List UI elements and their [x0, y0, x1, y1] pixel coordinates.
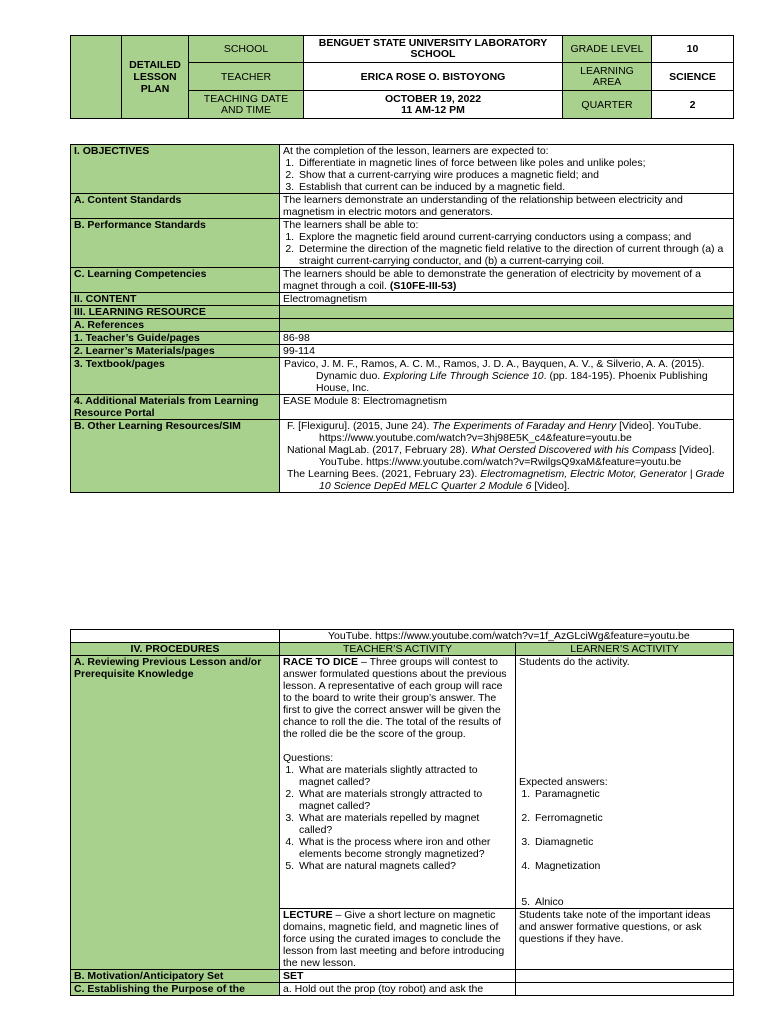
quarter-label: QUARTER	[563, 91, 652, 119]
objective-item: 1. Differentiate in magnetic lines of force between like poles and unlike poles;	[297, 157, 730, 169]
reference-entry: National MagLab. (2017, February 28). What Oersted Discovered with his Compass [Video]. YouTube. https://www.youtube.com/watch?v=RwilgsQ9xaM&feature=youtu.be	[287, 444, 715, 468]
students-do-text: Students do the activity.	[519, 656, 630, 668]
learners-materials-label: 2. Learner’s Materials/pages	[71, 345, 280, 358]
content-standards-label: A. Content Standards	[71, 194, 280, 219]
teacher-activity-header: TEACHER’S ACTIVITY	[280, 643, 516, 656]
objective-item: 3. Establish that current can be induced by a magnetic field.	[297, 181, 730, 193]
reference-entry: F. [Flexiguru]. (2015, June 24). The Experiments of Faraday and Henry [Video]. YouTube. https://www.youtube.com/watch?v=3hj98E5K_c4&feature=youtu.be	[287, 420, 702, 444]
other-resources-label: B. Other Learning Resources/SIM	[71, 420, 280, 493]
textbook-title: Exploring Life Through Science 10	[383, 370, 544, 382]
textbook-label: 3. Textbook/pages	[71, 358, 280, 395]
procedures-label: IV. PROCEDURES	[71, 643, 280, 656]
additional-materials-value: EASE Module 8: Electromagnetism	[280, 395, 734, 420]
date-value: OCTOBER 19, 2022 11 AM-12 PM	[304, 91, 563, 119]
question-item: 4. What is the process where iron and other elements become strongly magnetized?	[297, 836, 512, 860]
answer-item: 2. Ferromagnetic	[533, 812, 730, 836]
learners-materials-value: 99-114	[280, 345, 734, 358]
objectives-intro: At the completion of the lesson, learners are expected to:	[283, 145, 549, 157]
set-label: SET	[280, 970, 516, 983]
teacher-label: TEACHER	[189, 63, 304, 91]
content-label: II. CONTENT	[71, 293, 280, 306]
motivation-learner-empty	[516, 970, 734, 983]
school-label: SCHOOL	[189, 36, 304, 63]
teacher-value: ERICA ROSE O. BISTOYONG	[304, 63, 563, 91]
school-value: BENGUET STATE UNIVERSITY LABORATORY SCHOOL	[304, 36, 563, 63]
grade-label: GRADE LEVEL	[563, 36, 652, 63]
references-empty	[280, 319, 734, 332]
header-green-block	[71, 36, 122, 119]
performance-intro: The learners shall be able to:	[283, 219, 419, 231]
answers-list	[519, 788, 730, 908]
objectives-label: I. OBJECTIVES	[71, 145, 280, 194]
lecture-learner-text: Students take note of the important ideas and answer formative questions, or ask questions if they have.	[516, 909, 734, 970]
performance-list	[283, 231, 730, 267]
performance-standards-cell	[280, 219, 734, 268]
learner-activity-cell	[516, 656, 734, 909]
objective-item: 2. Show that a current-carrying wire produces a magnetic field; and	[297, 169, 730, 181]
lesson-table	[70, 144, 734, 493]
motivation-label: B. Motivation/Anticipatory Set	[71, 970, 280, 983]
quarter-value: 2	[652, 91, 734, 119]
expected-answers-label: Expected answers:	[519, 776, 608, 788]
area-label: LEARNING AREA	[563, 63, 652, 91]
review-label: A. Reviewing Previous Lesson and/or Prerequisite Knowledge	[71, 656, 280, 970]
answer-item: 3. Diamagnetic	[533, 836, 730, 860]
questions-label: Questions:	[283, 752, 334, 764]
resources-label: III. LEARNING RESOURCE	[71, 306, 280, 319]
lecture-cell: LECTURE – Give a short lecture on magnetic domains, magnetic field, and magnetic lines of force using the curated images to conclude the lesson from last meeting and before introducing the new lesson.	[280, 909, 516, 970]
learner-activity-header: LEARNER’S ACTIVITY	[516, 643, 734, 656]
youtube-continuation: YouTube. https://www.youtube.com/watch?v=1f_AzGLciWg&feature=youtu.be	[280, 630, 734, 643]
competencies-text: The learners should be able to demonstrate the generation of electricity by movement of a magnet through a coil.	[283, 268, 701, 292]
teachers-guide-label: 1. Teacher’s Guide/pages	[71, 332, 280, 345]
questions-list	[283, 764, 512, 872]
reference-entry: The Learning Bees. (2021, February 23). Electromagnetism, Electric Motor, Generator | Grade 10 Science DepEd MELC Quarter 2 Module 6 [Video].	[287, 468, 725, 492]
performance-item: 1. Explore the magnetic field around current-carrying conductors using a compass; and	[297, 231, 730, 243]
question-item: 2. What are materials strongly attracted to magnet called?	[297, 788, 512, 812]
objectives-cell	[280, 145, 734, 194]
competency-code: (S10FE-III-53)	[389, 280, 457, 292]
youtube-cont-empty	[71, 630, 280, 643]
performance-standards-label: B. Performance Standards	[71, 219, 280, 268]
references-label: A. References	[71, 319, 280, 332]
race-to-dice-cell	[280, 656, 516, 909]
area-value: SCIENCE	[652, 63, 734, 91]
textbook-reference: Pavico, J. M. F., Ramos, A. C. M., Ramos, J. D. A., Bayquen, A. V., & Silverio, A. A. (2015). Dynamic duo. Exploring Life Through Science 10. (pp. 184-195). Phoenix Publishing House, Inc.	[280, 358, 734, 395]
content-standards-text: The learners demonstrate an understanding of the relationship between electricity and magnetism in electric motors and generators.	[280, 194, 734, 219]
establishing-label: C. Establishing the Purpose of the	[71, 983, 280, 996]
content-value: Electromagnetism	[280, 293, 734, 306]
answer-item: 5. Alnico	[533, 896, 730, 908]
date-label: TEACHING DATE AND TIME	[189, 91, 304, 119]
answer-item: 4. Magnetization	[533, 860, 730, 896]
race-to-dice-text: RACE TO DICE – Three groups will contest to answer formulated questions about the previous lesson. A representative of each group will race to the board to write their group’s answer. The first to give the correct answer will be given the chance to roll the die. The total of the results of the rolled die be the score of the group.	[283, 656, 507, 740]
competencies-label: C. Learning Competencies	[71, 268, 280, 293]
grade-value: 10	[652, 36, 734, 63]
answer-item: 1. Paramagnetic	[533, 788, 730, 812]
dlp-label: DETAILED LESSON PLAN	[122, 36, 189, 119]
question-item: 5. What are natural magnets called?	[297, 860, 512, 872]
establishing-learner-empty	[516, 983, 734, 996]
other-resources-cell	[280, 420, 734, 493]
hold-text: a. Hold out the prop (toy robot) and ask the	[280, 983, 516, 996]
objectives-list	[283, 157, 730, 193]
competencies-cell	[280, 268, 734, 293]
question-item: 1. What are materials slightly attracted to magnet called?	[297, 764, 512, 788]
question-item: 3. What are materials repelled by magnet called?	[297, 812, 512, 836]
additional-materials-label: 4. Additional Materials from Learning Resource Portal	[71, 395, 280, 420]
performance-item: 2. Determine the direction of the magnetic field relative to the direction of current through (a) a straight current-carrying conductor, and (b) a current-carrying coil.	[297, 243, 730, 267]
header-table	[70, 35, 734, 119]
teachers-guide-value: 86-98	[280, 332, 734, 345]
procedures-clip	[70, 629, 736, 1024]
resources-empty	[280, 306, 734, 319]
procedures-table	[70, 629, 734, 996]
